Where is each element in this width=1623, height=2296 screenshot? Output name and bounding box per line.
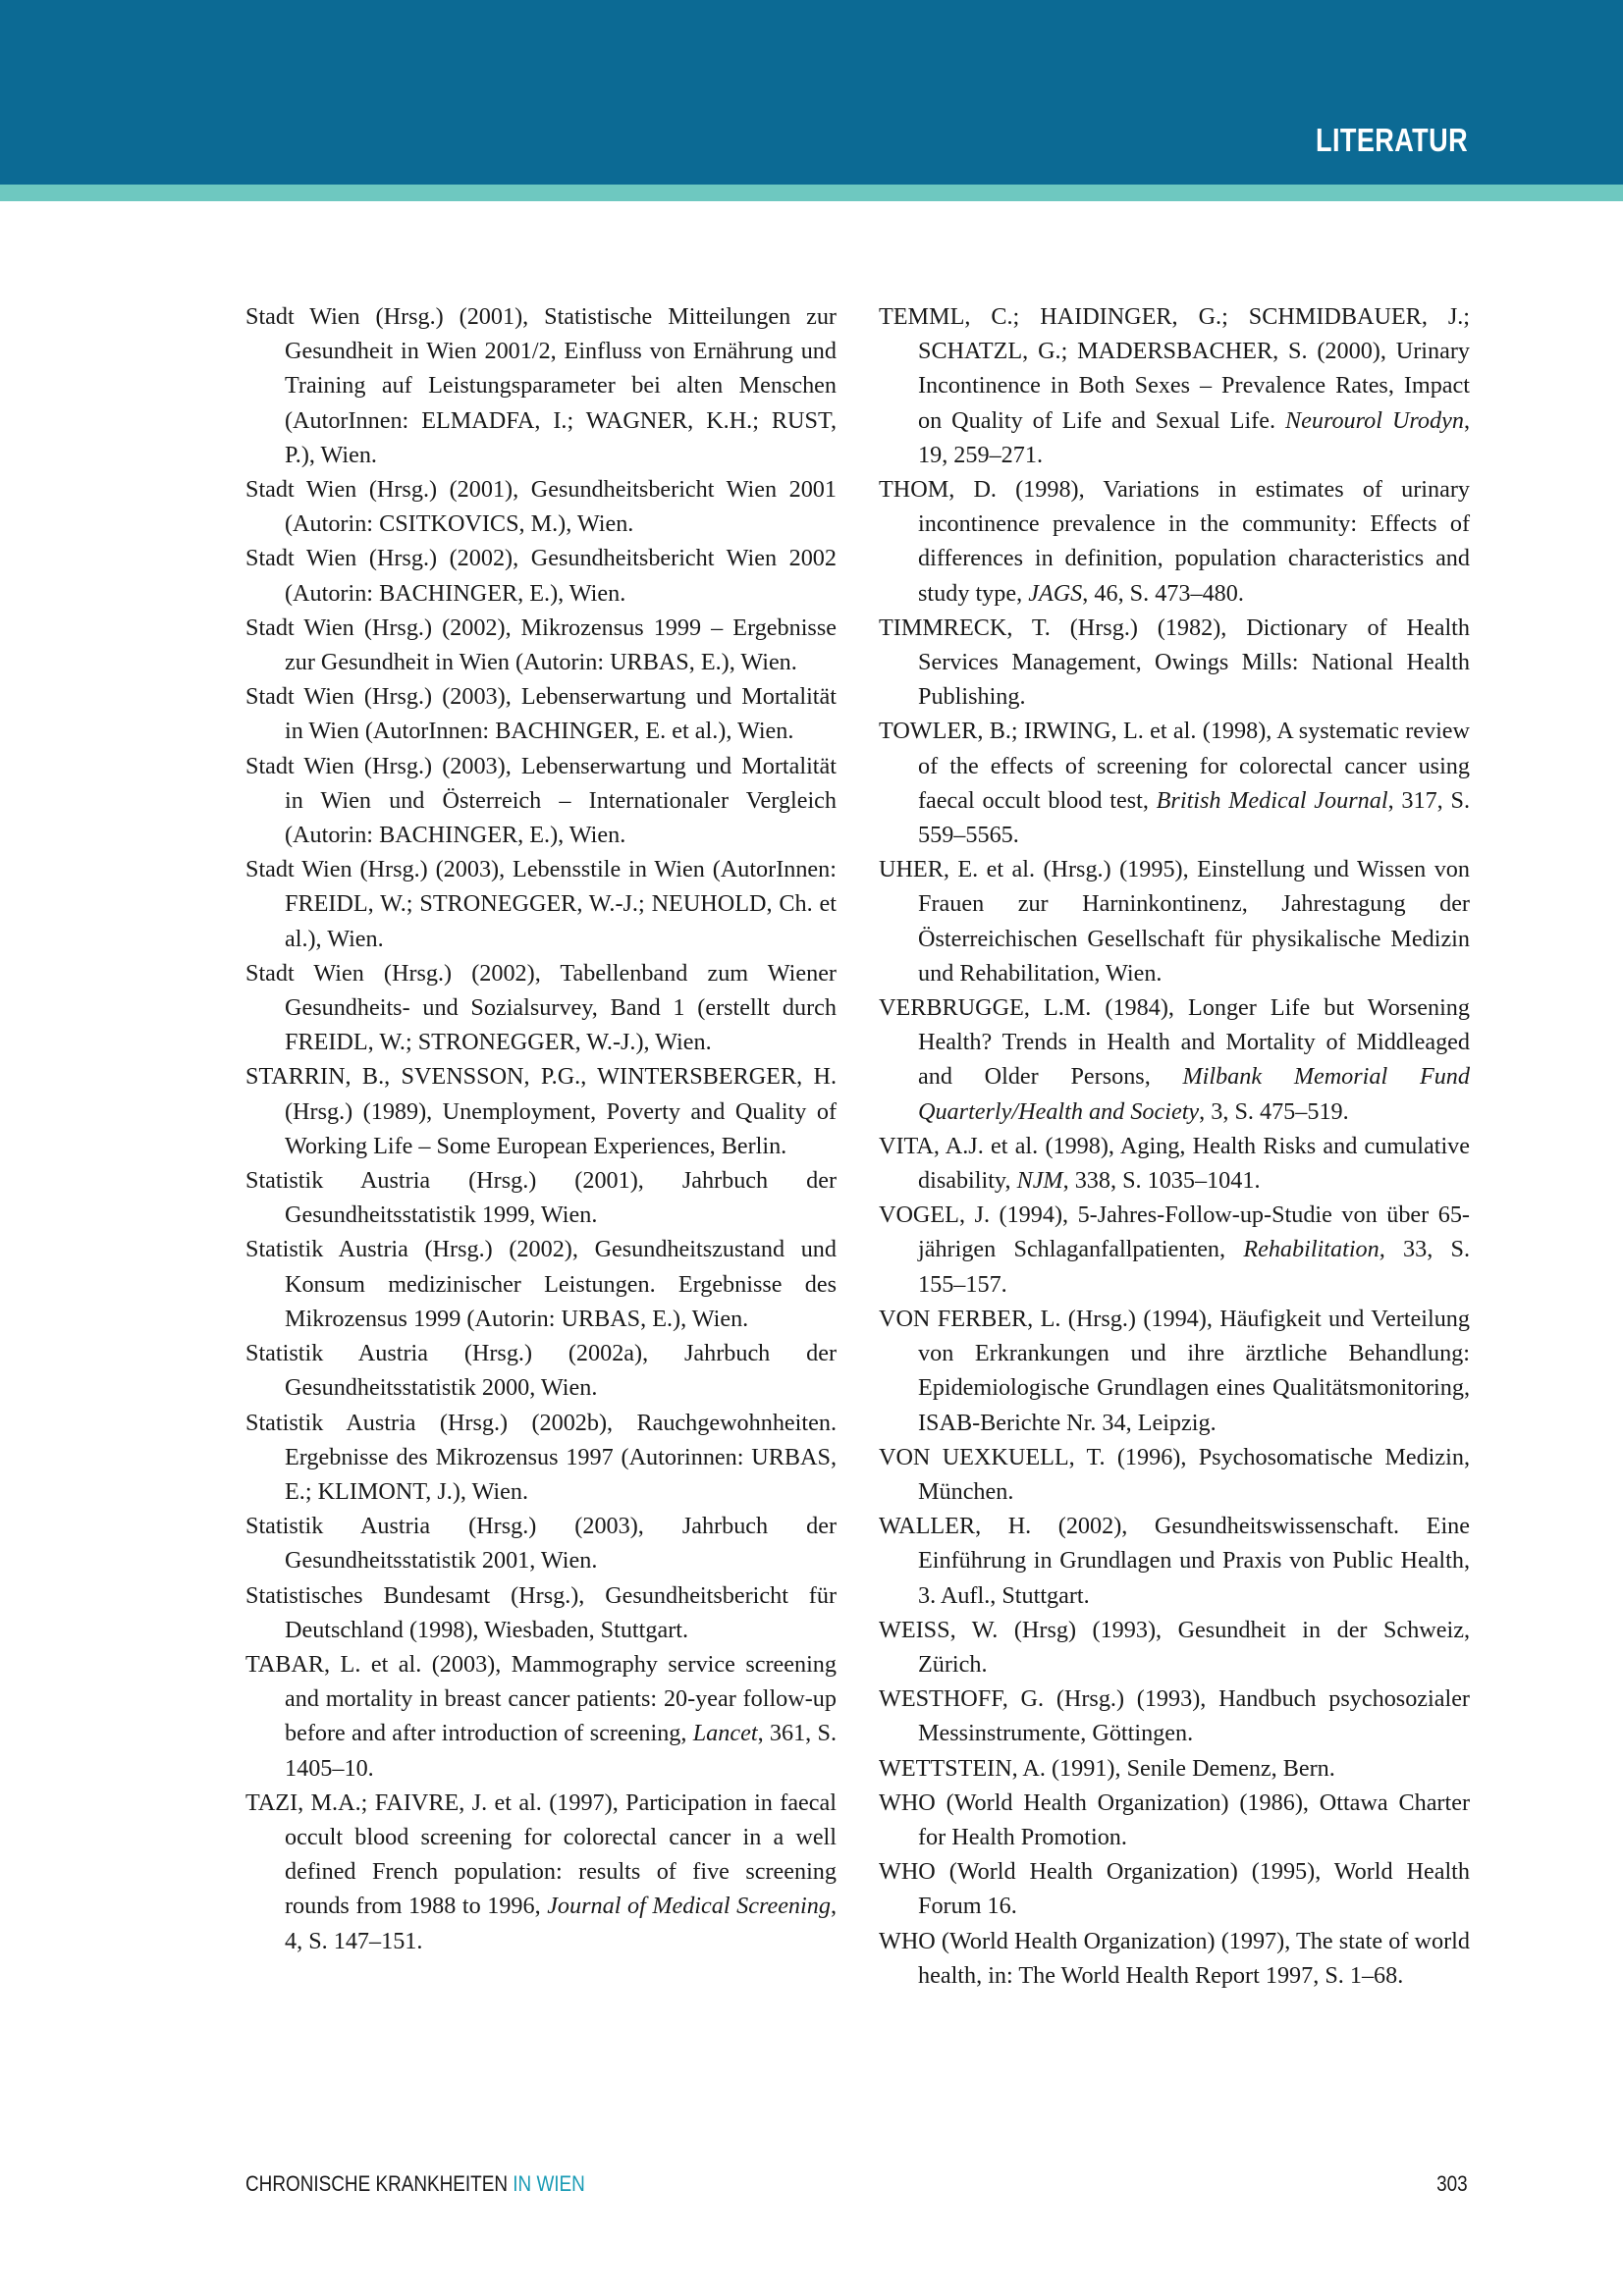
- reference-entry: [245, 1336, 837, 1405]
- reference-text: Stadt Wien (Hrsg.) (2002), Tabellenband zum Wiener Gesundheits- und Sozialsurvey, Band 1 (erstellt durch FREIDL, W.; STRONEGGER, W.-J.), Wien.: [245, 959, 837, 1056]
- reference-text: WETTSTEIN, A. (1991), Senile Demenz, Bern.: [879, 1754, 1335, 1782]
- reference-entry: [879, 472, 1470, 611]
- reference-journal: Rehabilitation,: [1243, 1236, 1385, 1263]
- references-column-left: [245, 299, 837, 1958]
- reference-text: TAZI, M.A.; FAIVRE, J. et al. (1997), Participation in faecal occult blood screening for colorectal cancer in a well defined French population: results of five screening rounds from 1988 to 1996,: [245, 1789, 837, 1920]
- reference-text: Statistik Austria (Hrsg.) (2002a), Jahrbuch der Gesundheitsstatistik 2000, Wien.: [245, 1340, 837, 1402]
- reference-text: THOM, D. (1998), Variations in estimates of urinary incontinence prevalence in the community: Effects of differences in definition, population characteristics and study type,: [879, 476, 1470, 607]
- footer-title: [245, 2171, 585, 2197]
- reference-journal: British Medical Journal: [1156, 786, 1388, 814]
- reference-journal: Journal of Medical Screening: [547, 1893, 831, 1920]
- reference-entry: [879, 1613, 1470, 1682]
- reference-entry: [245, 611, 837, 679]
- reference-entry: [245, 472, 837, 541]
- reference-text: Statistik Austria (Hrsg.) (2002), Gesundheitszustand und Konsum medizinischer Leistungen. Ergebnisse des Mikrozensus 1999 (Autorin: URBAS, E.), Wien.: [245, 1236, 837, 1332]
- reference-text: VERBRUGGE, L.M. (1984), Longer Life but Worsening Health? Trends in Health and Mortality of Middleaged and Older Persons,: [879, 994, 1470, 1091]
- reference-entry: [245, 1509, 837, 1577]
- reference-text: STARRIN, B., SVENSSON, P.G., WINTERSBERGER, H. (Hrsg.) (1989), Unemployment, Poverty and Quality of Working Life – Some European Experiences, Berlin.: [245, 1063, 837, 1159]
- reference-text: WEISS, W. (Hrsg) (1993), Gesundheit in der Schweiz, Zürich.: [879, 1616, 1470, 1678]
- reference-entry: [245, 1059, 837, 1163]
- reference-journal: NJM: [1016, 1167, 1063, 1195]
- reference-text: VON FERBER, L. (Hrsg.) (1994), Häufigkeit und Verteilung von Erkrankungen und ihre ärztliche Behandlung: Epidemiologische Grundlagen eines Qualitätsmonitoring, ISAB-Berichte Nr. 34, Leipzig.: [879, 1305, 1470, 1436]
- section-title: LITERATUR: [1315, 122, 1468, 158]
- reference-entry: [245, 1578, 837, 1647]
- references-column-right: [879, 299, 1470, 1993]
- reference-text: 33, S. 155–157.: [918, 1236, 1470, 1298]
- reference-entry: [245, 1163, 837, 1232]
- reference-text: UHER, E. et al. (Hrsg.) (1995), Einstellung und Wissen von Frauen zur Harninkontinenz, Jahrestagung der Österreichischen Gesellschaft für physikalische Medizin und Rehabilitation, Wien.: [879, 856, 1470, 987]
- reference-entry: [879, 299, 1470, 472]
- reference-text: WHO (World Health Organization) (1997), The state of world health, in: The World Health Report 1997, S. 1–68.: [879, 1927, 1470, 1989]
- reference-entry: [245, 541, 837, 610]
- reference-entry: [245, 749, 837, 853]
- reference-text: , 19, 259–271.: [918, 406, 1470, 468]
- reference-entry: [245, 299, 837, 472]
- reference-entry: [245, 1786, 837, 1958]
- reference-text: , 46, S. 473–480.: [1082, 579, 1244, 607]
- reference-text: WESTHOFF, G. (Hrsg.) (1993), Handbuch psychosozialer Messinstrumente, Göttingen.: [879, 1685, 1470, 1747]
- reference-text: VITA, A.J. et al. (1998), Aging, Health Risks and cumulative disability,: [879, 1132, 1470, 1195]
- reference-text: Statistik Austria (Hrsg.) (2002b), Rauchgewohnheiten. Ergebnisse des Mikrozensus 1997 (Autorinnen: URBAS, E.; KLIMONT, J.), Wien.: [245, 1409, 837, 1505]
- reference-entry: [879, 1854, 1470, 1923]
- header-stripe: [0, 185, 1623, 201]
- reference-entry: [245, 679, 837, 748]
- reference-text: VON UEXKUELL, T. (1996), Psychosomatische Medizin, München.: [879, 1443, 1470, 1505]
- reference-entry: [245, 852, 837, 956]
- reference-entry: [245, 1647, 837, 1786]
- reference-entry: [879, 714, 1470, 852]
- reference-entry: [879, 1751, 1470, 1786]
- reference-text: Stadt Wien (Hrsg.) (2002), Gesundheitsbericht Wien 2002 (Autorin: BACHINGER, E.), Wien.: [245, 545, 837, 607]
- reference-journal: Neurourol Urodyn: [1284, 406, 1464, 434]
- reference-text: , 4, S. 147–151.: [285, 1893, 837, 1954]
- reference-text: Stadt Wien (Hrsg.) (2001), Statistische Mitteilungen zur Gesundheit in Wien 2001/2, Einfluss von Ernährung und Training auf Leistungsparameter bei alten Menschen (AutorInnen: ELMADFA, I.; WAGNER, K.H.; RUST, P.), Wien.: [245, 303, 837, 468]
- reference-text: TIMMRECK, T. (Hrsg.) (1982), Dictionary of Health Services Management, Owings Mills: National Health Publishing.: [879, 614, 1470, 711]
- reference-entry: [245, 956, 837, 1060]
- reference-text: Stadt Wien (Hrsg.) (2001), Gesundheitsbericht Wien 2001 (Autorin: CSITKOVICS, M.), Wien.: [245, 476, 837, 538]
- reference-entry: [879, 1924, 1470, 1993]
- footer-title-main: CHRONISCHE KRANKHEITEN: [245, 2171, 514, 2196]
- reference-entry: [879, 1129, 1470, 1198]
- reference-text: Statistisches Bundesamt (Hrsg.), Gesundheitsbericht für Deutschland (1998), Wiesbaden, Stuttgart.: [245, 1581, 837, 1643]
- reference-text: , 338, S. 1035–1041.: [1062, 1167, 1261, 1195]
- reference-entry: [879, 1302, 1470, 1440]
- reference-text: Statistik Austria (Hrsg.) (2003), Jahrbuch der Gesundheitsstatistik 2001, Wien.: [245, 1513, 837, 1575]
- reference-entry: [879, 1440, 1470, 1509]
- reference-text: VOGEL, J. (1994), 5-Jahres-Follow-up-Studie von über 65-jährigen Schlaganfallpatienten,: [879, 1201, 1470, 1263]
- reference-journal: Milbank Memorial Fund Quarterly/Health and Society: [918, 1063, 1470, 1125]
- reference-text: , 3, S. 475–519.: [1199, 1097, 1349, 1125]
- reference-text: , 317, S. 559–5565.: [918, 786, 1470, 849]
- reference-entry: [879, 1682, 1470, 1750]
- reference-text: Stadt Wien (Hrsg.) (2003), Lebenserwartung und Mortalität in Wien (AutorInnen: BACHINGER, E. et al.), Wien.: [245, 683, 837, 745]
- reference-text: Stadt Wien (Hrsg.) (2002), Mikrozensus 1999 – Ergebnisse zur Gesundheit in Wien (Autorin: URBAS, E.), Wien.: [245, 614, 837, 676]
- reference-text: , 361, S. 1405–10.: [285, 1720, 837, 1782]
- reference-text: WHO (World Health Organization) (1995), World Health Forum 16.: [879, 1858, 1470, 1920]
- reference-text: Stadt Wien (Hrsg.) (2003), Lebenserwartung und Mortalität in Wien und Österreich – Internationaler Vergleich (Autorin: BACHINGER, E.), Wien.: [245, 752, 837, 849]
- footer-title-accent: IN WIEN: [513, 2171, 585, 2196]
- reference-entry: [245, 1232, 837, 1336]
- reference-text: TEMML, C.; HAIDINGER, G.; SCHMIDBAUER, J.; SCHATZL, G.; MADERSBACHER, S. (2000), Urinary Incontinence in Both Sexes – Prevalence Rates, Impact on Quality of Life and Sexual Life.: [879, 303, 1470, 434]
- reference-text: Statistik Austria (Hrsg.) (2001), Jahrbuch der Gesundheitsstatistik 1999, Wien.: [245, 1167, 837, 1229]
- reference-entry: [245, 1406, 837, 1510]
- reference-text: TABAR, L. et al. (2003), Mammography service screening and mortality in breast cancer patients: 20-year follow-up before and after introduction of screening,: [245, 1650, 837, 1747]
- page-number: 303: [1436, 2171, 1468, 2196]
- reference-text: WALLER, H. (2002), Gesundheitswissenschaft. Eine Einführung in Grundlagen und Praxis von Public Health, 3. Aufl., Stuttgart.: [879, 1513, 1470, 1609]
- reference-entry: [879, 852, 1470, 990]
- reference-entry: [879, 1509, 1470, 1613]
- reference-entry: [879, 990, 1470, 1129]
- reference-entry: [879, 611, 1470, 715]
- reference-text: WHO (World Health Organization) (1986), Ottawa Charter for Health Promotion.: [879, 1789, 1470, 1850]
- reference-text: TOWLER, B.; IRWING, L. et al. (1998), A systematic review of the effects of screening for colorectal cancer using faecal occult blood test,: [879, 718, 1470, 814]
- reference-journal: JAGS: [1028, 579, 1083, 607]
- reference-journal: Lancet: [692, 1720, 758, 1747]
- reference-text: Stadt Wien (Hrsg.) (2003), Lebensstile in Wien (AutorInnen: FREIDL, W.; STRONEGGER, W.-J.; NEUHOLD, Ch. et al.), Wien.: [245, 856, 837, 952]
- reference-entry: [879, 1198, 1470, 1302]
- reference-entry: [879, 1786, 1470, 1854]
